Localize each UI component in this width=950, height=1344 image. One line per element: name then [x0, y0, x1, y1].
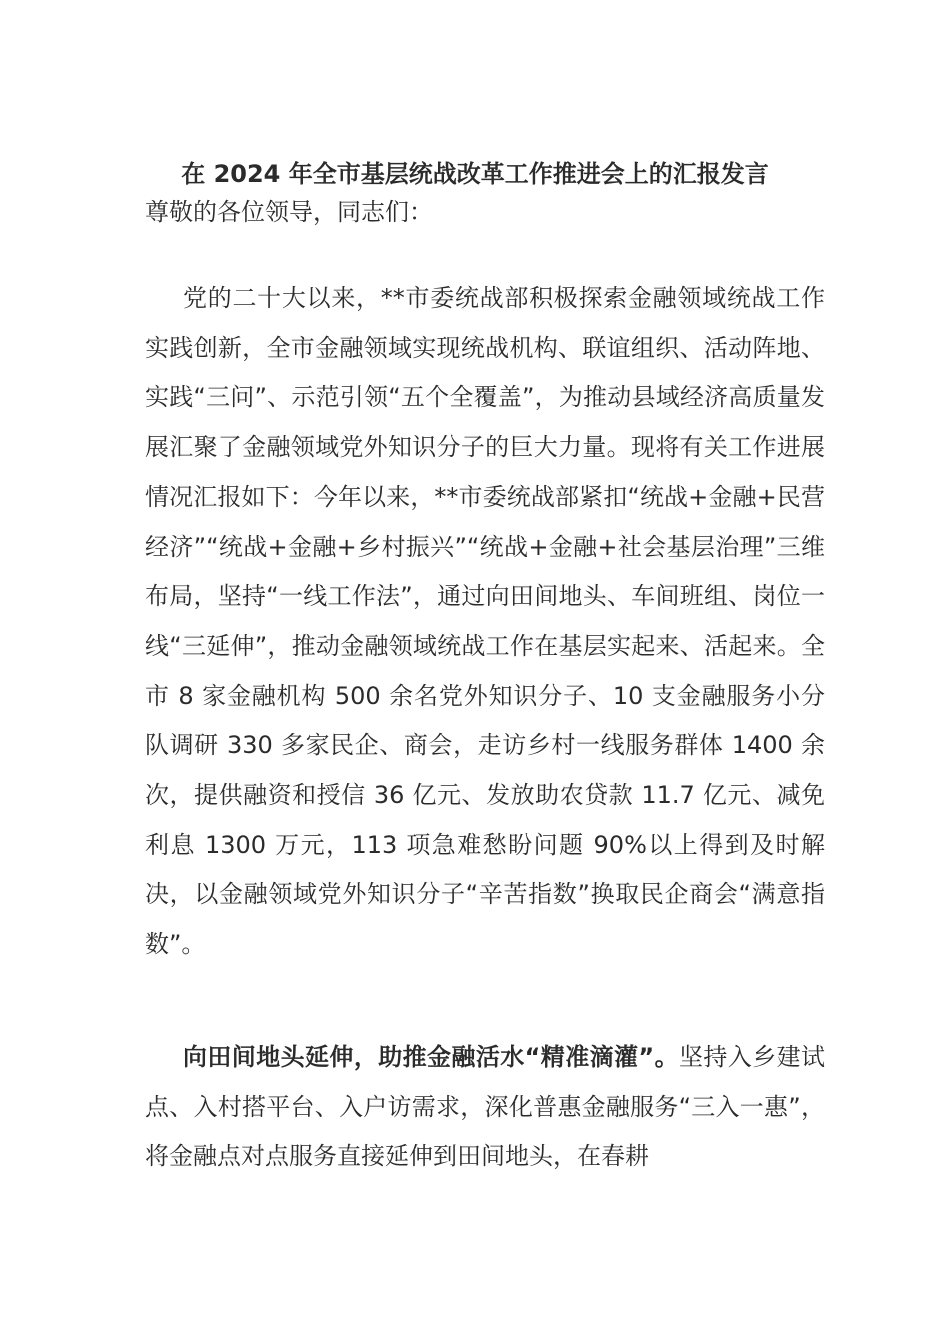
body-paragraph-1 [145, 274, 825, 970]
paragraph-2-lead: 向田间地头延伸，助推金融活水“精准滴灌”。 [183, 1043, 679, 1071]
paragraph-2-text: 坚持入乡建试点、入村搭平台、入户访需求，深化普惠金融服务“三入一惠”，将金融点对点服务直接延伸到田间地头，在春耕 [145, 1043, 826, 1171]
salutation: 尊敬的各位领导，同志们： [145, 198, 433, 226]
paragraph-1-text: 党的二十大以来，**市委统战部积极探索金融领域统战工作实践创新，全市金融领域实现统战机构、联谊组织、活动阵地、实践“三问”、示范引领“五个全覆盖”，为推动县域经济高质量发展汇聚了金融领域党外知识分子的巨大力量。现将有关工作进展情况汇报如下：今年以来，**市委统战部紧扣“统战+金融+民营经济”“统战+金融+乡村振兴”“统战+金融+社会基层治理”三维布局，坚持“一线工作法”，通过向田间地头、车间班组、岗位一线“三延伸”，推动金融领域统战工作在基层实起来、活起来。全市 8 家金融机构 500 余名党外知识分子、10 支金融服务小分队调研 330 多家民企、商会，走访乡村一线服务群体 1400 余次，提供融资和授信 36 亿元、发放助农贷款 11.7 亿元、减免利息 1300 万元，113 项急难愁盼问题 90%以上得到及时解决，以金融领域党外知识分子“辛苦指数”换取民企商会“满意指数”。 [145, 284, 825, 959]
body-paragraph-2 [145, 1033, 825, 1182]
document-title: 在 2024 年全市基层统战改革工作推进会上的汇报发言 [181, 160, 769, 188]
